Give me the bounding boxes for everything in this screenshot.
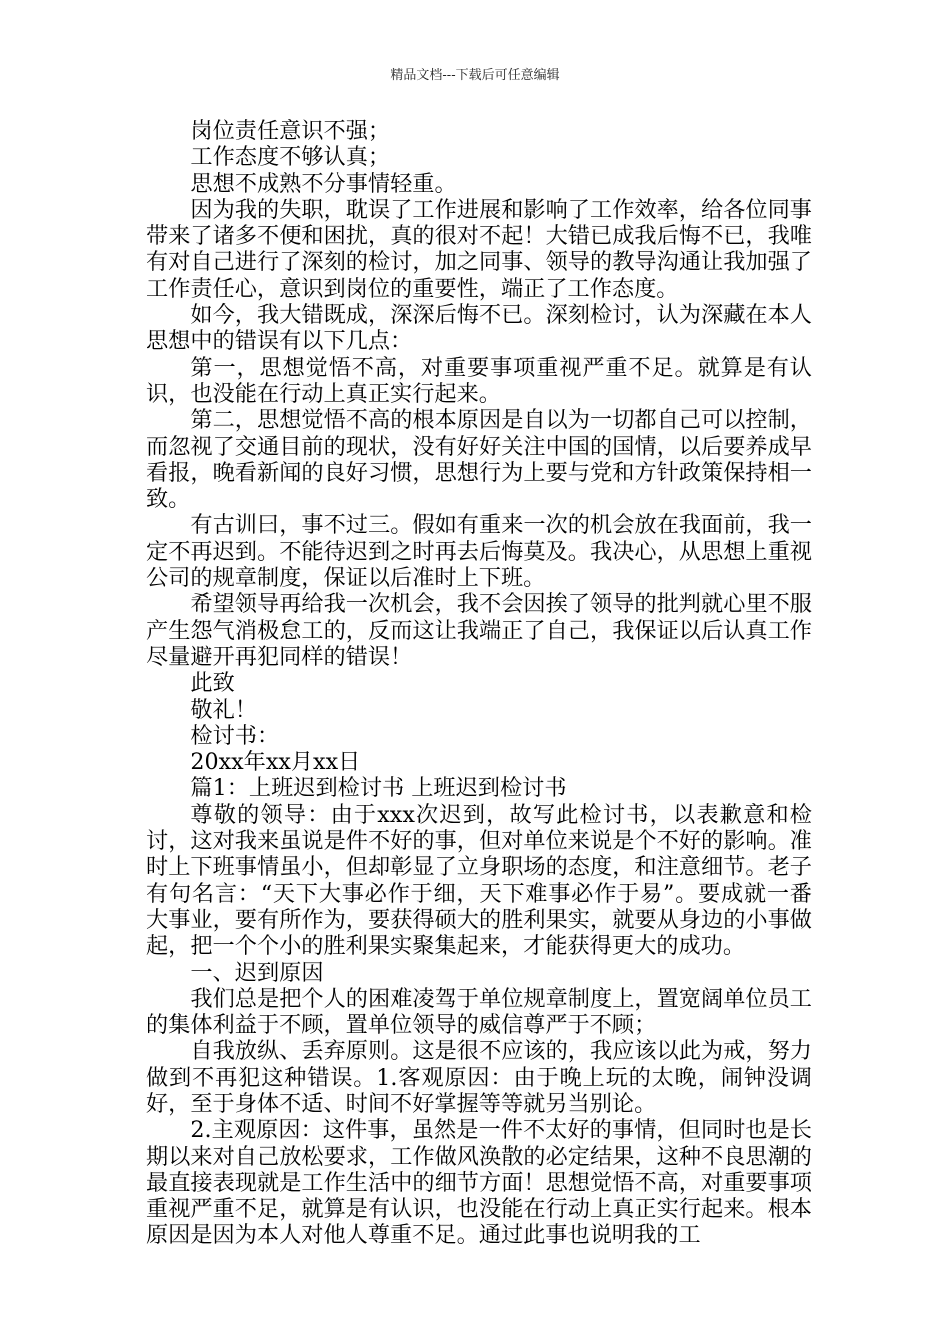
- paragraph: 尊敬的领导：由于xxx次迟到，故写此检讨书，以表歉意和检讨，这对我来虽说是件不好的事，但对单位来说是个不好的影响。准时上下班事情虽小，但却彰显了立身职场的态度，和注意细节。老子有句名言：“天下大事必作于细，天下难事必作于易”。要成就一番大事业，要有所作为，要获得硕大的胜利果实，就要从身边的小事做起，把一个个小的胜利果实聚集起来，才能获得更大的成功。: [146, 801, 812, 960]
- paragraph: 岗位责任意识不强；: [190, 118, 391, 144]
- closing-regards: 敬礼！: [190, 696, 257, 723]
- paragraph: 希望领导再给我一次机会，我不会因挨了领导的批判就心里不服产生怨气消极怠工的，反而这让我端正了自己，我保证以后认真工作尽量避开再犯同样的错误！: [146, 591, 812, 670]
- document-body: [146, 118, 812, 1249]
- paragraph: 2.主观原因：这件事，虽然是一件不太好的事情，但同时也是长期以来对自己放松要求，工作做风涣散的必定结果，这种不良思潮的最直接表现就是工作生活中的细节方面！思想觉悟不高，对重要事项重视严重不足，就算是有认识，也没能在行动上真正实行起来。根本原因是因为本人对他人尊重不足。通过此事也说明我的工: [146, 1117, 812, 1249]
- subheading: 一、迟到原因: [190, 959, 324, 986]
- paragraph: 工作态度不够认真；: [190, 144, 391, 171]
- section-title: 篇1：上班迟到检讨书 上班迟到检讨书: [190, 775, 567, 802]
- date-line: 20xx年xx月xx日: [190, 749, 361, 776]
- paragraph: 我们总是把个人的困难凌驾于单位规章制度上，置宽阔单位员工的集体利益于不顾，置单位领导的威信尊严于不顾；: [146, 985, 812, 1039]
- signature-label: 检讨书：: [190, 722, 280, 749]
- closing-salutation: 此致: [190, 670, 235, 697]
- paragraph: 有古训曰，事不过三。假如有重来一次的机会放在我面前，我一定不再迟到。不能待迟到之时再去后悔莫及。我决心，从思想上重视公司的规章制度，保证以后准时上下班。: [146, 512, 812, 592]
- paragraph: 思想不成熟不分事情轻重。: [190, 170, 457, 197]
- paragraph: 第一，思想觉悟不高，对重要事项重视严重不足。就算是有认识，也没能在行动上真正实行起来。: [146, 354, 812, 407]
- paragraph: 自我放纵、丢弃原则。这是很不应该的，我应该以此为戒，努力做到不再犯这种错误。1.客观原因：由于晚上玩的太晚，闹钟没调好，至于身体不适、时间不好掌握等等就另当别论。: [146, 1038, 812, 1117]
- page-header: 精品文档---下载后可任意编辑: [390, 68, 560, 83]
- paragraph: 因为我的失职，耽误了工作进展和影响了工作效率，给各位同事带来了诸多不便和困扰，真的很对不起！大错已成我后悔不已，我唯有对自己进行了深刻的检讨，加之同事、领导的教导沟通让我加强了工作责任心，意识到岗位的重要性，端正了工作态度。: [146, 196, 812, 302]
- paragraph: 如今，我大错既成，深深后悔不已。深刻检讨，认为深藏在本人思想中的错误有以下几点：: [146, 302, 812, 355]
- paragraph: 第二，思想觉悟不高的根本原因是自以为一切都自己可以控制，而忽视了交通目前的现状，没有好好关注中国的国情，以后要养成早看报，晚看新闻的良好习惯，思想行为上要与党和方针政策保持相一致。: [146, 407, 812, 513]
